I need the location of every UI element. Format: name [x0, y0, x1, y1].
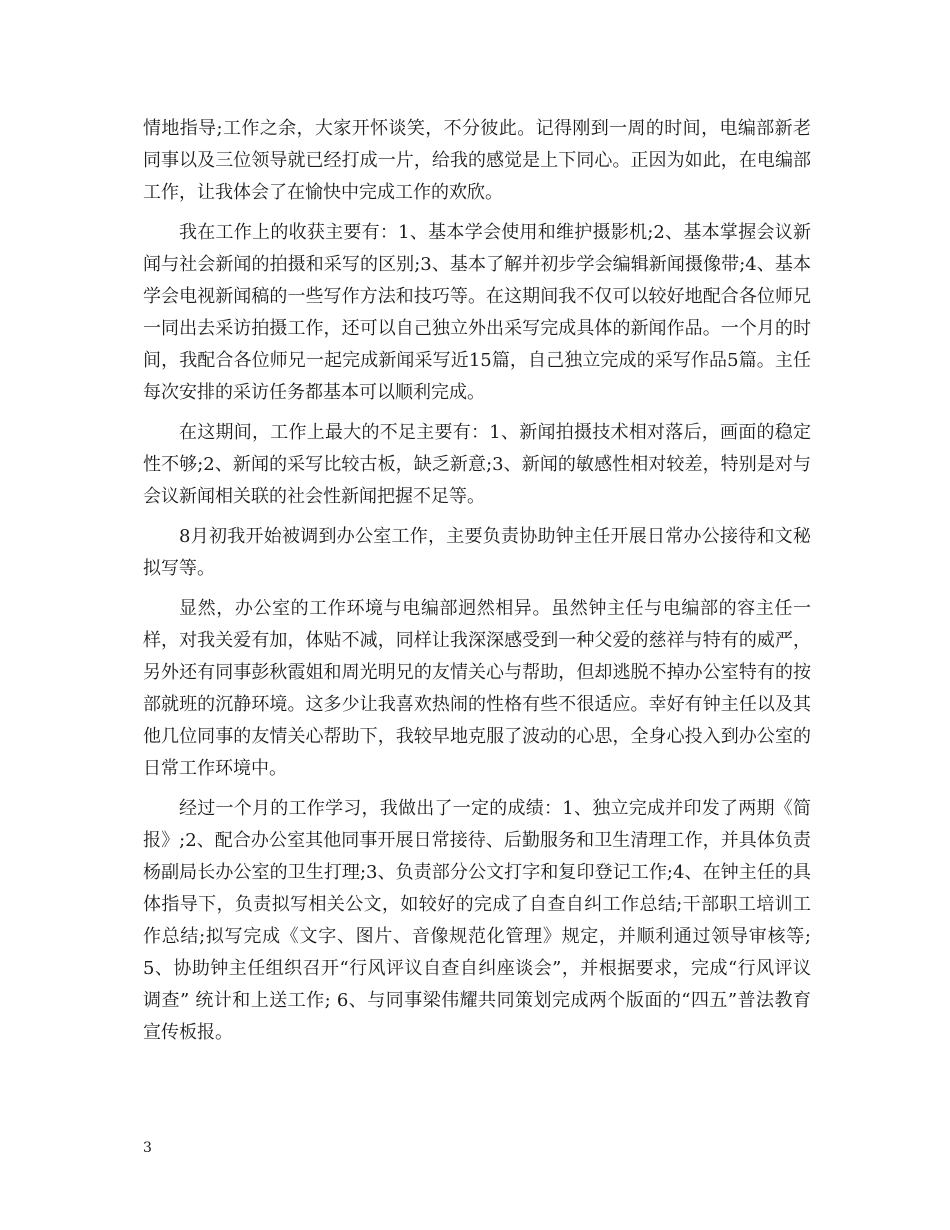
- paragraph-work-gains: 我在工作上的收获主要有：1、基本学会使用和维护摄影机;2、基本掌握会议新闻与社会新闻的拍摄和采写的区别;3、基本了解并初步学会编辑新闻摄像带;4、基本学会电视新闻稿的一些写作方法和技巧等。在这期间我不仅可以较好地配合各位师兄一同出去采访拍摄工作，还可以自己独立外出采写完成具体的新闻作品。一个月的时间，我配合各位师兄一起完成新闻采写近15篇，自己独立完成的采写作品5篇。主任每次安排的采访任务都基本可以顺利完成。: [143, 222, 811, 403]
- paragraph-office-environment: 显然，办公室的工作环境与电编部迥然相异。虽然钟主任与电编部的容主任一样，对我关爱有加，体贴不减，同样让我深深感受到一种父爱的慈祥与特有的威严，另外还有同事彭秋霞姐和周光明兄的友情关心与帮助，但却逃脱不掉办公室特有的按部就班的沉静环境。这多少让我喜欢热闹的性格有些不很适应。幸好有钟主任以及其他几位同事的友情关心帮助下，我较早地克服了波动的心思，全身心投入到办公室的日常工作环境中。: [143, 598, 811, 779]
- page-number: 3: [143, 1140, 152, 1156]
- document-body: [143, 113, 811, 1057]
- paragraph-office-transfer: 8月初我开始被调到办公室工作，主要负责协助钟主任开展日常办公接待和文秘拟写等。: [143, 526, 811, 579]
- paragraph-shortcomings: 在这期间，工作上最大的不足主要有：1、新闻拍摄技术相对落后，画面的稳定性不够;2、新闻的采写比较古板，缺乏新意;3、新闻的敏感性相对较差，特别是对与会议新闻相关联的社会性新闻把握不足等。: [143, 422, 811, 507]
- paragraph-achievements: 经过一个月的工作学习，我做出了一定的成绩：1、独立完成并印发了两期《简报》;2、配合办公室其他同事开展日常接待、后勤服务和卫生清理工作，并具体负责杨副局长办公室的卫生打理;3、负责部分公文打字和复印登记工作;4、在钟主任的具体指导下，负责拟写相关公文，如较好的完成了自查自纠工作总结;干部职工培训工作总结;拟写完成《文字、图片、音像规范化管理》规定，并顺利通过领导审核等;5、协助钟主任组织召开“行风评议自查自纠座谈会”，并根据要求，完成“行风评议调查” 统计和上送工作; 6、与同事梁伟耀共同策划完成两个版面的“四五”普法教育宣传板报。: [143, 798, 811, 1043]
- paragraph-continuation: 情地指导;工作之余，大家开怀谈笑，不分彼此。记得刚到一周的时间，电编部新老同事以及三位领导就已经打成一片，给我的感觉是上下同心。正因为如此，在电编部工作，让我体会了在愉快中完成工作的欢欣。: [143, 118, 811, 203]
